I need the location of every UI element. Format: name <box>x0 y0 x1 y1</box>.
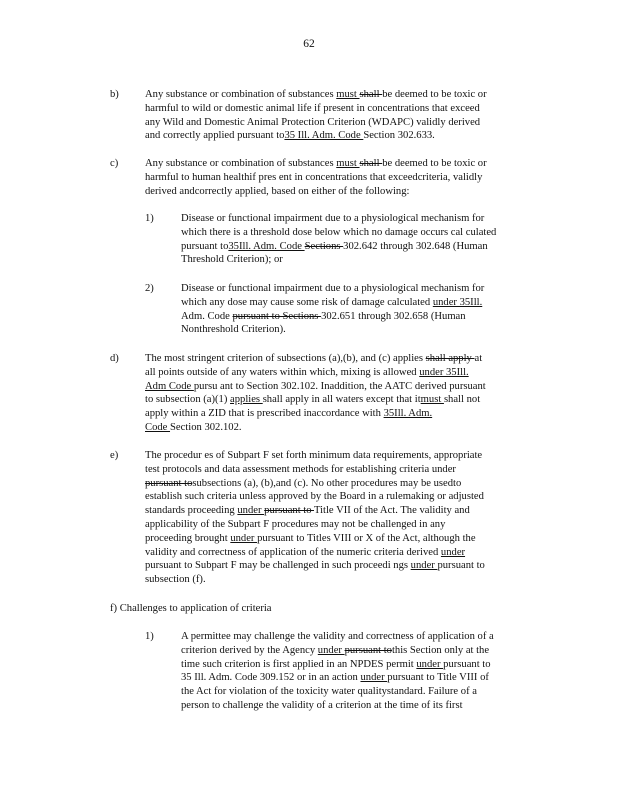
text-line: Adm Code pursu ant to Section 302.102. Inaddition, the AATC derived pursuant <box>145 380 486 392</box>
text-line: pursuant tosubsections (a), (b),and (c). No other procedures may be usedto <box>145 477 462 489</box>
text-line: any Wild and Domestic Animal Protection Criterion (WDAPC) validly derived <box>145 116 481 128</box>
text-line: A permittee may challenge the validity and correctness of application of a <box>181 631 494 642</box>
paragraph-text <box>145 157 530 198</box>
section-heading-f <box>110 603 272 614</box>
text-line: criterion derived by the Agency under pursuant tothis Section only at the <box>181 644 490 656</box>
subparagraph-label: 1) <box>145 631 154 642</box>
text-line: and correctly applied pursuant to35 Ill. Adm. Code Section 302.633. <box>145 130 435 142</box>
heading-text: Challenges to application of criteria <box>119 603 272 614</box>
text-line: Nonthreshold Criterion). <box>181 324 286 336</box>
text-line: to subsection (a)(1) applies shall apply in all waters except that itmust shall not <box>145 394 481 406</box>
text-line: which there is a threshold dose below which no damage occurs cal culated <box>181 226 497 238</box>
text-line: person to challenge the validity of a criterion at the time of its first <box>181 699 463 711</box>
text-line: Adm. Code pursuant to Sections 302.651 through 302.658 (Human <box>181 310 466 322</box>
heading-label: f) <box>110 603 118 614</box>
paragraph-text <box>145 449 530 587</box>
text-line: derived andcorrectly applied, based on either of the following: <box>145 185 410 197</box>
text-line: The most stringent criterion of subsections (a),(b), and (c) applies shall apply at <box>145 353 483 364</box>
text-line: test protocols and data assessment methods for establishing criteria under <box>145 463 456 475</box>
text-line: harmful to human healthif pres ent in concentrations that exceedcriteria, validly <box>145 171 483 183</box>
subparagraph-text <box>181 282 531 337</box>
text-line: all points outside of any waters within which, mixing is allowed under 35Ill. <box>145 366 469 378</box>
text-line: the Act for violation of the toxicity water qualitystandard. Failure of a <box>181 686 477 698</box>
text-line: pursuant to35Ill. Adm. Code Sections 302.642 through 302.648 (Human <box>181 240 488 252</box>
paragraph-label: e) <box>110 450 119 461</box>
text-line: Any substance or combination of substances must shall be deemed to be toxic or <box>145 89 487 100</box>
text-line: which any dose may cause some risk of damage calculated under 35Ill. <box>181 296 483 308</box>
text-line: time such criterion is first applied in an NPDES permit under pursuant to <box>181 658 491 670</box>
text-line: Disease or functional impairment due to a physiological mechanism for <box>181 213 485 224</box>
text-line: Disease or functional impairment due to a physiological mechanism for <box>181 283 485 294</box>
subparagraph-text <box>181 212 531 267</box>
text-line: subsection (f). <box>145 574 206 586</box>
text-line: establish such criteria unless approved by the Board in a rulemaking or adjusted <box>145 491 484 503</box>
paragraph-text <box>145 352 530 435</box>
text-line: applicability of the Subpart F procedures may not be challenged in any <box>145 518 446 530</box>
text-line: 35 Ill. Adm. Code 309.152 or in an action under pursuant to Title VIII of <box>181 672 489 684</box>
text-line: apply within a ZID that is prescribed inaccordance with 35Ill. Adm. <box>145 408 433 420</box>
paragraph-text <box>145 88 530 143</box>
paragraph-label: c) <box>110 158 119 169</box>
subparagraph-label: 1) <box>145 213 154 224</box>
text-line: Threshold Criterion); or <box>181 254 283 266</box>
text-line: harmful to wild or domestic animal life if present in concentrations that exceed <box>145 102 480 114</box>
text-line: pursuant to Subpart F may be challenged in such proceedi ngs under pursuant to <box>145 560 485 572</box>
subparagraph-text <box>181 630 531 713</box>
page-number: 62 <box>303 38 315 50</box>
paragraph-label: d) <box>110 353 119 364</box>
text-line: standards proceeding under pursuant to Title VII of the Act. The validity and <box>145 505 470 517</box>
text-line: Code Section 302.102. <box>145 421 242 433</box>
text-line: validity and correctness of application of the numeric criteria derived under <box>145 546 466 558</box>
subparagraph-label: 2) <box>145 283 154 294</box>
text-line: Any substance or combination of substances must shall be deemed to be toxic or <box>145 158 487 169</box>
text-line: proceeding brought under pursuant to Titles VIII or X of the Act, although the <box>145 532 476 544</box>
paragraph-label: b) <box>110 89 119 100</box>
text-line: The procedur es of Subpart F set forth minimum data requirements, appropriate <box>145 450 483 461</box>
